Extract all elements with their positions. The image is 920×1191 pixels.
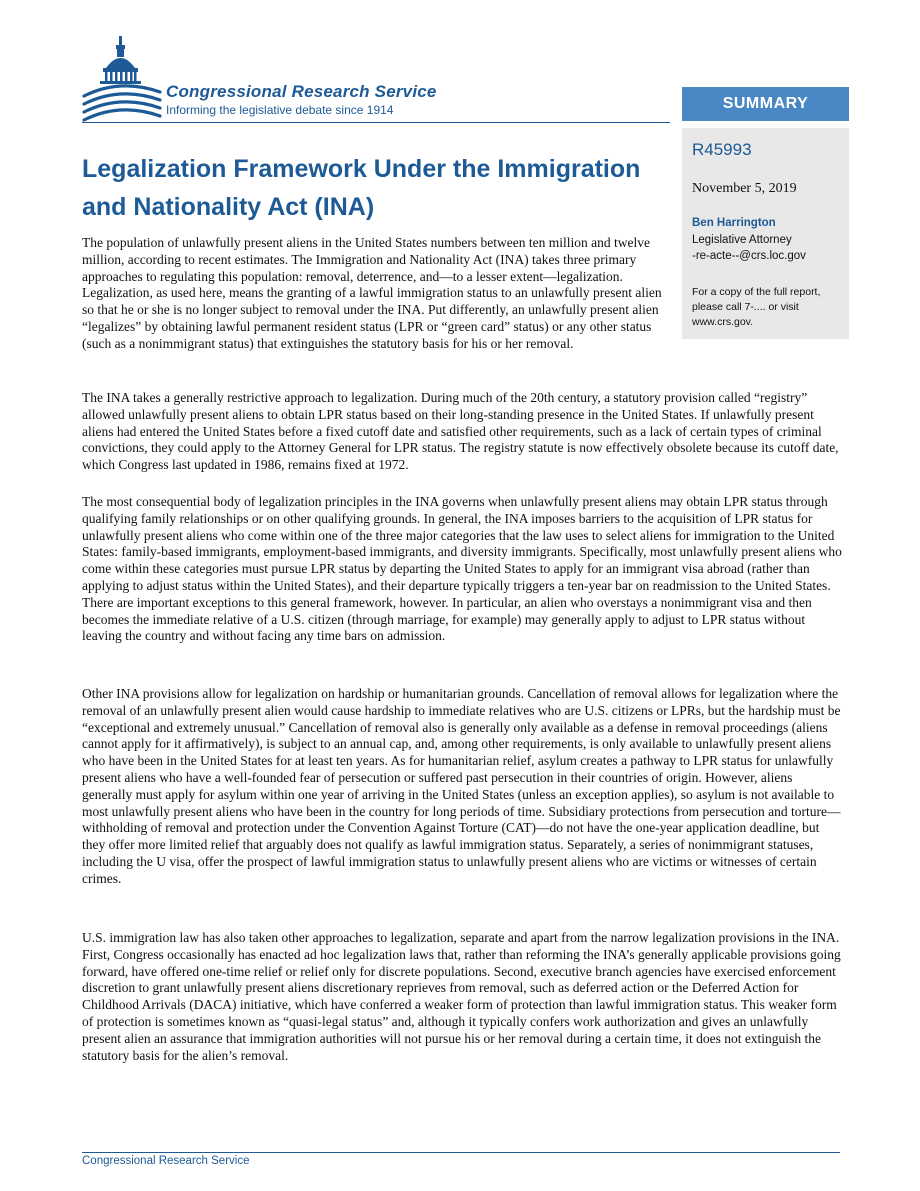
summary-paragraph: U.S. immigration law has also taken other approaches to legalization, separate and apart from the narrow legalization provisions in the INA. First, Congress occasionally has enacted ad hoc legalization laws that, rather than reforming the INA’s generally applicable provisions going forward, have offered one-time relief or relief only for discrete populations. Second, executive branch agencies have exercised enforcement discretion to grant unlawfully present aliens discretionary reprieves from removal, such as deferred action or the Deferred Action for Childhood Arrivals (DACA) initiative, which have conferred a weaker form of protection than lawful immigration status. This weaker form of protection is sometimes known as “quasi-legal status” and, although it typically confers work authorization and gives an unlawfully present alien an assurance that immigration authorities will not pursue his or her removal during a certain time, it does not extinguish the statutory basis for the alien’s removal. — [82, 930, 841, 1063]
author-email: -re-acte--@crs.loc.gov — [692, 250, 806, 262]
summary-paragraph: Other INA provisions allow for legalization on hardship or humanitarian grounds. Cancellation of removal allows for legalization where the removal of an unlawfully present alien would cause hardship to immediate relatives who are U.S. citizens or LPRs, but the hardship must be “exceptional and extremely unusual.” Cancellation of removal also is generally only available as a defense in removal proceedings (aliens cannot apply for it affirmatively), is subject to an annual cap, and, among other requirements, is only available to unlawfully present aliens who have been in the United States for at least ten years. As for humanitarian relief, asylum creates a pathway to LPR status for unlawfully present aliens who have a well-founded fear of persecution or suffered past persecution in their countries of origin. However, aliens generally must apply for asylum within one year of arriving in the United States (unless an exception applies), so asylum is not available to most unlawfully present aliens who have been in the country for long periods of time. Subsidiary protections from persecution and torture—withholding of removal and protection under the Convention Against Torture (CAT)—do not have the one-year application deadline, but they offer more limited relief that arguably does not qualify as lawful immigration status. Separately, a series of nonimmigrant statuses, including the U visa, offer the prospect of lawful immigration status to unlawfully present aliens who are victims or witnesses of certain crimes. — [82, 686, 841, 886]
copy-note: For a copy of the full report, please call 7-.... or visit www.crs.gov. — [692, 286, 821, 328]
report-date: November 5, 2019 — [692, 181, 797, 196]
author-name: Ben Harrington — [692, 217, 776, 229]
footer-text: Congressional Research Service — [82, 1155, 250, 1167]
summary-paragraph: The most consequential body of legalization principles in the INA governs when unlawfully present aliens may obtain LPR status through qualifying family relationships or on other qualifying grounds. In general, the INA imposes barriers to the acquisition of LPR status for unlawfully present aliens who come within one of the three major categories that the law uses to select aliens for immigration to the United States: family-based immigrants, employment-based immigrants, and diversity immigrants. Specifically, most unlawfully present aliens who come within these categories must pursue LPR status by departing the United States to apply for an immigrant visa abroad (rather than applying to adjust status within the United States), and their departure typically triggers a ten-year bar on readmission to the United States. There are important exceptions to this general framework, however. In particular, an alien who overstays a nonimmigrant visa and then becomes the immediate relative of a U.S. citizen (through marriage, for example) may generally apply to adjust to LPR status without leaving the country and without facing any time bars on admission. — [82, 494, 842, 644]
summary-header: SUMMARY — [682, 87, 849, 121]
summary-paragraph: The INA takes a generally restrictive approach to legalization. During much of the 20th century, a statutory provision called “registry” allowed unlawfully present aliens to obtain LPR status based on their long-standing presence in the United States. If unlawfully present aliens had entered the United States before a fixed cutoff date and satisfied other requirements, such as a lack of certain types of criminal convictions, they could apply to the Attorney General for LPR status. The registry statute is now effectively obsolete because its cutoff date, which Congress last updated in 1986, remains fixed at 1972. — [82, 390, 839, 473]
summary-paragraph: The population of unlawfully present aliens in the United States numbers between ten million and twelve million, according to recent estimates. The Immigration and Nationality Act (INA) takes three primary approaches to regulating this population: removal, deterrence, and—to a lesser extent—legalization. Legalization, as used here, means the granting of a lawful immigration status to an unlawfully present alien so that he or she is no longer subject to removal under the INA. Put differently, an unlawfully present alien “legalizes” by obtaining lawful permanent resident status (LPR or “green card” status) or any other status (such as a nonimmigrant status) that extinguishes the statutory basis for his or her removal. — [82, 235, 662, 351]
document-title: Legalization Framework Under the Immigration and Nationality Act (INA) — [82, 155, 641, 221]
org-tagline: Informing the legislative debate since 1914 — [166, 103, 394, 117]
author-title: Legislative Attorney — [692, 234, 792, 246]
summary-sidebar — [682, 128, 849, 339]
footer-divider — [82, 1152, 840, 1153]
org-name: Congressional Research Service — [166, 82, 437, 101]
crs-logo — [82, 34, 672, 126]
report-number: R45993 — [692, 140, 752, 159]
capitol-dome-icon — [82, 34, 164, 122]
header-divider — [82, 122, 670, 123]
